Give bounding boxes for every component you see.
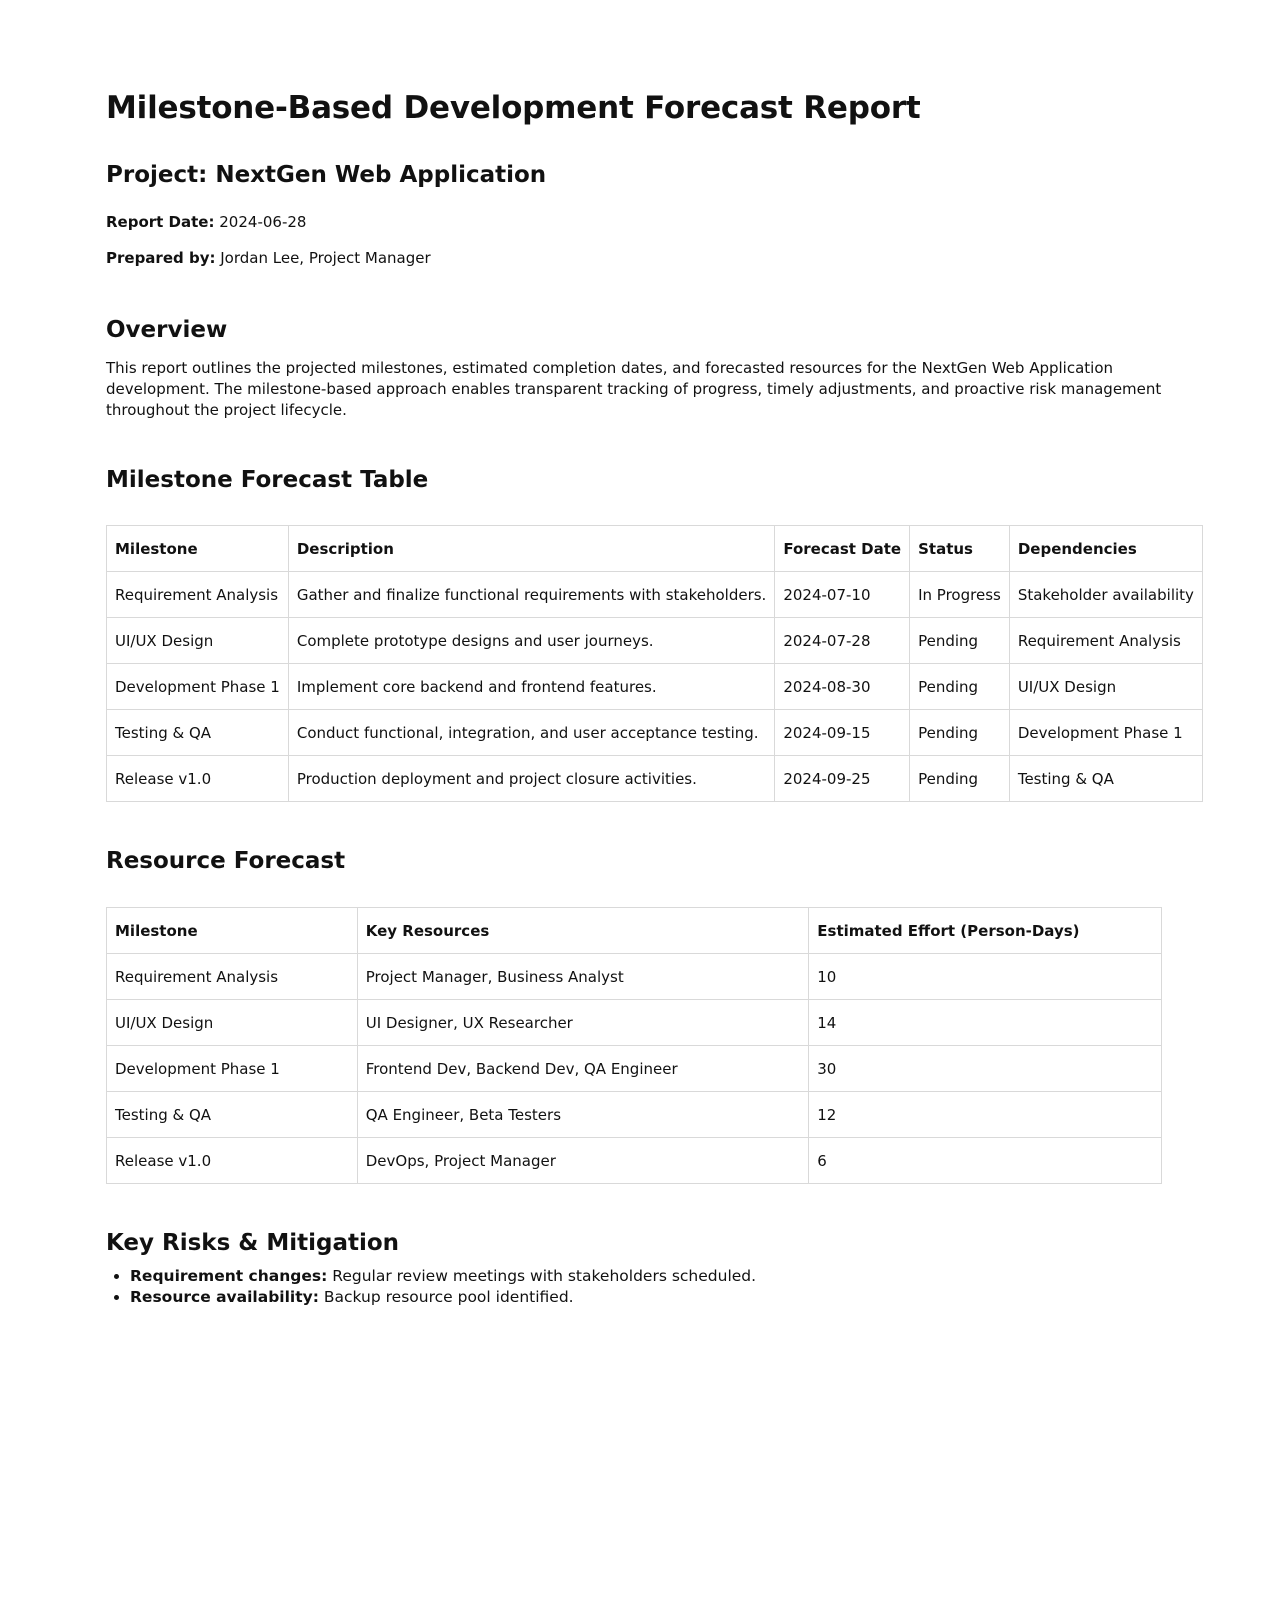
prepared-by [106,248,431,268]
risk-label: Requirement changes: [130,1267,328,1285]
report-date-label: Report Date: [106,213,215,231]
table-cell: 2024-09-25 [775,756,910,802]
report-title: Milestone-Based Development Forecast Report [106,90,921,126]
table-cell: Testing & QA [1009,756,1202,802]
table-row [107,756,1203,802]
table-cell: Testing & QA [107,710,289,756]
project-title: Project: NextGen Web Application [106,162,547,188]
list-item [130,1266,756,1287]
table-cell: UI/UX Design [107,618,289,664]
column-header: Milestone [107,526,289,572]
table-cell: 2024-07-28 [775,618,910,664]
table-cell: Release v1.0 [107,756,289,802]
table-cell: QA Engineer, Beta Testers [357,1092,809,1138]
table-cell: Testing & QA [107,1092,358,1138]
column-header: Forecast Date [775,526,910,572]
milestone-forecast-table [106,525,1203,802]
table-cell: DevOps, Project Manager [357,1138,809,1184]
table-cell: 2024-08-30 [775,664,910,710]
table-cell: Pending [910,710,1010,756]
risks-heading: Key Risks & Mitigation [106,1230,400,1256]
risk-text: Regular review meetings with stakeholders scheduled. [332,1267,757,1285]
column-header: Dependencies [1009,526,1202,572]
table-cell: 14 [809,1000,1162,1046]
risk-label: Resource availability: [130,1288,319,1306]
column-header: Status [910,526,1010,572]
table-cell: In Progress [910,572,1010,618]
table-cell: Implement core backend and frontend features. [288,664,774,710]
table-cell: Stakeholder availability [1009,572,1202,618]
list-item [130,1287,756,1308]
table-row [107,1046,1162,1092]
table-row [107,710,1203,756]
table-cell: Gather and finalize functional requirements with stakeholders. [288,572,774,618]
table-cell: 10 [809,954,1162,1000]
table-cell: Pending [910,618,1010,664]
report-date [106,212,306,232]
table-cell: Pending [910,664,1010,710]
table-cell: Development Phase 1 [1009,710,1202,756]
table-row [107,954,1162,1000]
table-row [107,664,1203,710]
prepared-by-value: Jordan Lee, Project Manager [220,249,431,267]
table-cell: Requirement Analysis [107,572,289,618]
milestone-table-heading: Milestone Forecast Table [106,467,429,493]
table-cell: UI/UX Design [107,1000,358,1046]
resource-forecast-table [106,907,1162,1184]
report-date-value: 2024-06-28 [219,213,307,231]
column-header: Milestone [107,908,358,954]
table-cell: Project Manager, Business Analyst [357,954,809,1000]
table-cell: UI Designer, UX Researcher [357,1000,809,1046]
overview-heading: Overview [106,317,228,343]
column-header: Description [288,526,774,572]
table-cell: Frontend Dev, Backend Dev, QA Engineer [357,1046,809,1092]
table-cell: UI/UX Design [1009,664,1202,710]
table-cell: Pending [910,756,1010,802]
milestone-table-header-row [107,526,1203,572]
table-cell: Complete prototype designs and user journeys. [288,618,774,664]
table-row [107,572,1203,618]
overview-text: This report outlines the projected milestones, estimated completion dates, and forecasted resources for the NextGen Web Application development. The milestone-based approach enables transparent tracking of progress, timely adjustments, and proactive risk management throughout the project lifecycle. [106,359,1162,419]
resource-table-heading: Resource Forecast [106,848,346,874]
risks-list [106,1266,756,1308]
table-row [107,1138,1162,1184]
table-cell: 30 [809,1046,1162,1092]
column-header: Estimated Effort (Person-Days) [809,908,1162,954]
table-cell: Production deployment and project closure activities. [288,756,774,802]
table-cell: Requirement Analysis [1009,618,1202,664]
table-row [107,1092,1162,1138]
table-cell: Development Phase 1 [107,664,289,710]
table-row [107,618,1203,664]
table-cell: 2024-07-10 [775,572,910,618]
report-page [106,0,1194,1306]
table-cell: Conduct functional, integration, and user acceptance testing. [288,710,774,756]
table-cell: 12 [809,1092,1162,1138]
table-cell: 2024-09-15 [775,710,910,756]
table-cell: Requirement Analysis [107,954,358,1000]
resource-table-header-row [107,908,1162,954]
table-cell: Development Phase 1 [107,1046,358,1092]
column-header: Key Resources [357,908,809,954]
prepared-by-label: Prepared by: [106,249,216,267]
risk-text: Backup resource pool identified. [323,1288,574,1306]
table-cell: Release v1.0 [107,1138,358,1184]
table-row [107,1000,1162,1046]
table-cell: 6 [809,1138,1162,1184]
